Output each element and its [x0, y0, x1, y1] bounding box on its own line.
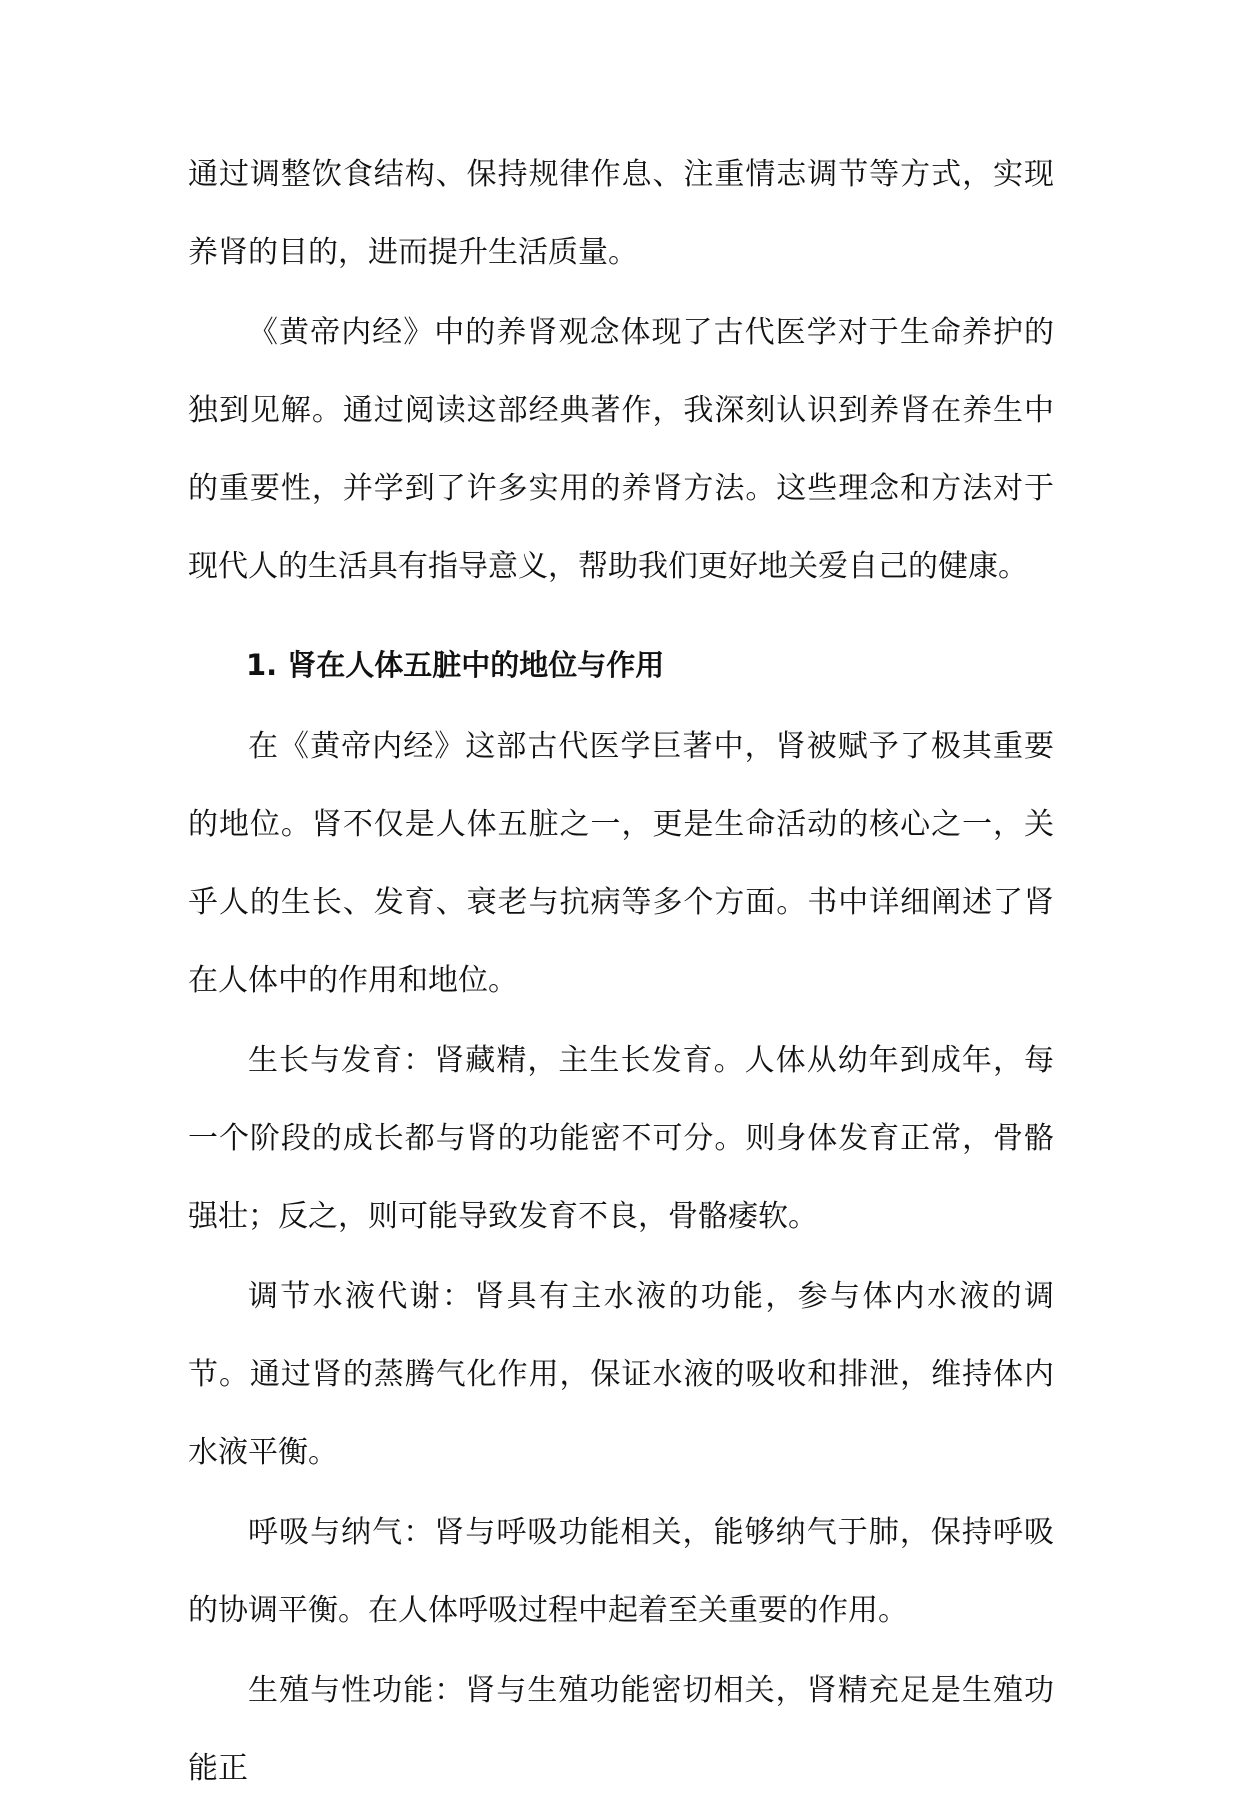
paragraph-summary: 《黄帝内经》中的养肾观念体现了古代医学对于生命养护的独到见解。通过阅读这部经典著作，我深刻认识到养肾在养生中的重要性，并学到了许多实用的养肾方法。这些理念和方法对于现代人的生活具有指导意义，帮助我们更好地关爱自己的健康。 — [188, 315, 1054, 584]
paragraph-growth: 生长与发育：肾藏精，主生长发育。人体从幼年到成年，每一个阶段的成长都与肾的功能密不可分。则身体发育正常，骨骼强壮；反之，则可能导致发育不良，骨骼痿软。 — [188, 1043, 1054, 1234]
paragraph-respiration: 呼吸与纳气：肾与呼吸功能相关，能够纳气于肺，保持呼吸的协调平衡。在人体呼吸过程中起着至关重要的作用。 — [188, 1515, 1054, 1628]
paragraph-continued: 通过调整饮食结构、保持规律作息、注重情志调节等方式，实现养肾的目的，进而提升生活质量。 — [188, 157, 1054, 270]
paragraph-water-metabolism: 调节水液代谢：肾具有主水液的功能，参与体内水液的调节。通过肾的蒸腾气化作用，保证水液的吸收和排泄，维持体内水液平衡。 — [188, 1279, 1054, 1470]
section-heading: 1. 肾在人体五脏中的地位与作用 — [246, 648, 665, 682]
document-page — [188, 136, 1054, 1810]
paragraph-reproduction: 生殖与性功能：肾与生殖功能密切相关，肾精充足是生殖功能正 — [188, 1673, 1054, 1786]
paragraph-kidney-status: 在《黄帝内经》这部古代医学巨著中，肾被赋予了极其重要的地位。肾不仅是人体五脏之一，更是生命活动的核心之一，关乎人的生长、发育、衰老与抗病等多个方面。书中详细阐述了肾在人体中的作用和地位。 — [188, 729, 1054, 998]
